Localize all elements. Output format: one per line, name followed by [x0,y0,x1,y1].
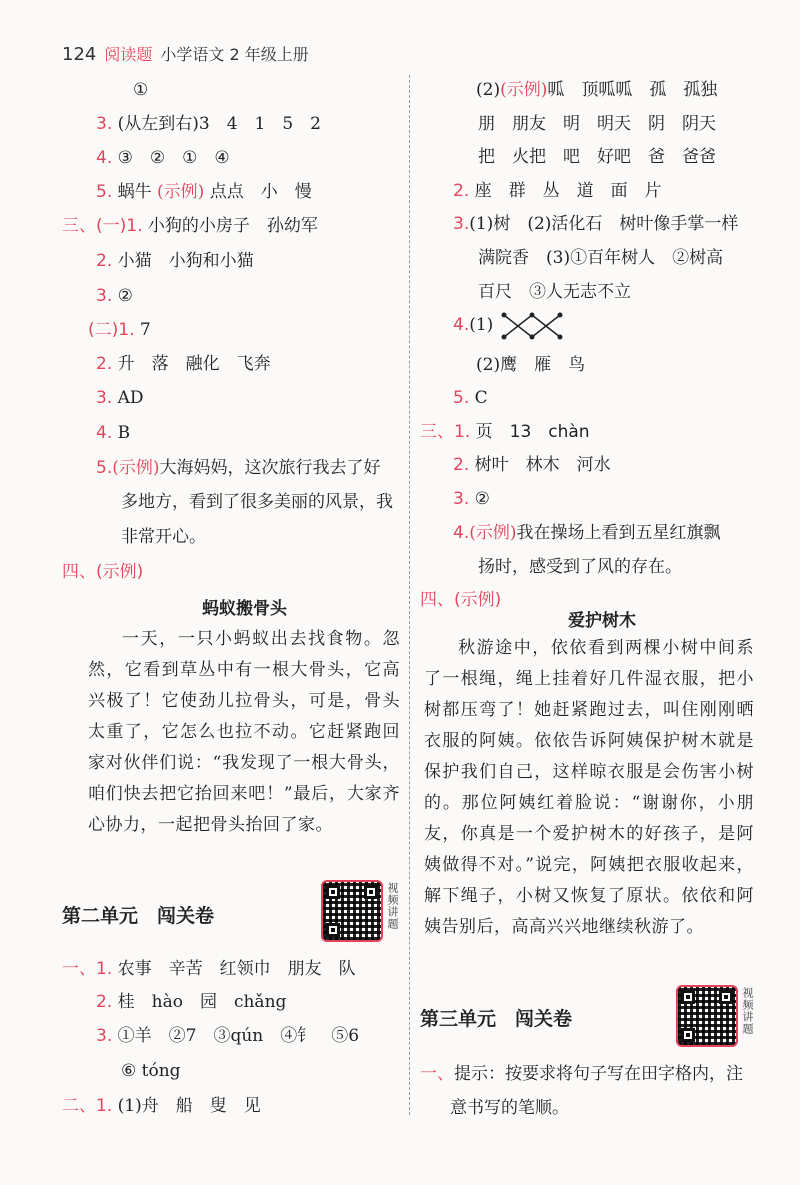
item-number: 4. [96,423,113,443]
answer-text: (1)舟 船 叟 见 [117,1096,261,1116]
answer-text: 农事 辛苦 红领巾 朋友 队 [117,959,356,979]
item-number: 3. [96,388,113,408]
matching-lines [500,310,564,342]
answer-text: 呱 顶呱呱 孤 孤独 [547,80,718,100]
answer-line [453,386,488,410]
answer-text: 小狗的小房子 孙幼军 [147,216,318,236]
example-tag: (示例) [469,523,517,543]
item-number: 3. [453,214,470,234]
answer-line: 多地方，看到了很多美丽的风景，我 [121,492,393,512]
answer-text: 7 [139,320,151,340]
story-title: 爱护树木 [568,611,636,631]
answer-text: (1)树 (2)活化石 树叶像手掌一样 [469,214,739,234]
answer-line [453,453,611,477]
story-paragraph: 一天，一只小蚂蚁出去找食物。忽然，它看到草丛中有一根大骨头，它高兴极了！它使劲儿拉骨头，可是，骨头太重了，它怎么也拉不动。它赶紧跑回家对伙伴们说：“我发现了一根大骨头，咱们快去把它抬回来吧！”最后，大家齐心协力，一起把骨头抬回了家。 [88,629,400,835]
answer-line [62,1094,261,1118]
answer-line: (2)鹰 雁 鸟 [476,355,586,375]
item-number: 三、(一)1. [62,216,143,236]
item-number: 一、1. [62,959,113,979]
answer-line [453,313,493,337]
answer-line [96,180,312,204]
answer-line: ⑥ tóng [121,1061,181,1081]
qr-label: 视频讲题 [741,987,754,1035]
answer-text: C [474,388,488,408]
answer-line: 扬时，感受到了风的存在。 [478,557,682,577]
item-number: 2. [96,354,113,374]
answer-line [96,249,254,273]
book-title: 小学语文 2 年级上册 [160,45,309,64]
answer-text: 大海妈妈，这次旅行我去了好 [159,458,381,478]
answer-line [96,386,144,410]
answer-text: 桂 hào 园 chǎng [117,992,287,1012]
unit-title: 第三单元 闯关卷 [420,1008,573,1030]
answer-line [96,456,381,480]
answer-line [420,420,590,444]
item-number: 3. [96,286,113,306]
answer-text: ③ ② ① ④ [117,148,230,168]
answer-text: (从左到右)3 4 1 5 2 [117,114,321,134]
answer-text: (1) [469,315,494,335]
answer-line [96,146,230,170]
answer-line [96,1024,359,1048]
answer-line [62,957,356,981]
match-dot [558,313,563,318]
answer-line: 朋 朋友 明 明天 阴 阴天 [478,114,716,134]
item-number: 一、 [420,1064,454,1084]
section-heading: 四、(示例) [62,562,144,582]
story-paragraph: 秋游途中，依依看到两棵小树中间系了一根绳，绳上挂着好几件湿衣服，把小树都压弯了！她赶紧跑过去，叫住刚刚晒衣服的阿姨。依依告诉阿姨保护树木就是保护我们自己，这样晾衣服是会伤害小树的。那位阿姨红着脸说：“谢谢你，小朋友，你真是一个爱护树木的好孩子，是阿姨做得不对。”说完，阿姨把衣服收起来，解下绳子，小树又恢复了原状。依依和阿姨告别后，高高兴兴地继续秋游了。 [424,638,754,937]
answer-text: ② [474,489,490,509]
answer-line: 意书写的笔顺。 [450,1098,569,1118]
answer-text: 升 落 融化 飞奔 [117,354,271,374]
answer-line [453,487,490,511]
answer-text: 我在操场上看到五星红旗飘 [516,523,721,543]
answer-line: 把 火把 吧 好吧 爸 爸爸 [478,147,716,167]
item-number: 4. [453,315,470,335]
item-number: 4. [453,523,470,543]
example-tag: (示例) [157,182,205,202]
example-tag: (示例) [500,80,548,100]
example-tag: (示例) [112,458,160,478]
item-number: 5. [96,182,113,202]
answer-line [476,78,717,102]
answer-text: B [117,423,131,443]
item-number: 5. [453,388,470,408]
answer-line [62,214,318,238]
item-number: 2. [96,251,113,271]
answer-line: 满院香 (3)①百年树人 ②树高 [478,248,724,268]
answer-line [420,1062,743,1086]
answer-text: ①羊 ②7 ③qún ④钅 ⑤6 [117,1026,360,1046]
match-dot [530,313,535,318]
item-number: 三、1. [420,422,471,442]
qr-label: 视频讲题 [386,882,399,930]
answer-line: 非常开心。 [121,527,206,547]
match-dot [502,313,507,318]
page-header [62,42,309,65]
answer-text: 蜗牛 [117,182,152,202]
item-number: 2. [453,181,470,201]
item-number: 2. [96,992,113,1012]
answer-line [96,421,130,445]
match-dot [558,335,563,340]
category-label: 阅读题 [104,45,153,64]
item-number: 4. [96,148,113,168]
answer-text: ② [117,286,133,306]
answer-line [88,318,151,342]
item-number: 2. [453,455,470,475]
answer-line: ① [133,80,149,100]
answer-text: 点点 小 慢 [209,182,312,202]
item-number: 3. [96,1026,113,1046]
item-number: 3. [96,114,113,134]
answer-line [453,521,721,545]
answer-line [96,284,133,308]
answer-text: 小猫 小狗和小猫 [117,251,254,271]
page-number: 124 [62,44,97,65]
answer-text: (2) [476,80,501,100]
qr-code-icon[interactable] [676,985,738,1047]
answer-line [96,112,321,136]
item-number: (二)1. [88,320,135,340]
answer-text: 页 13 chàn [475,422,590,442]
answer-line [96,352,271,376]
answer-line: 百尺 ③人无志不立 [478,282,631,302]
item-number: 5. [96,458,113,478]
item-number: 二、1. [62,1096,113,1116]
answer-text: AD [117,388,144,408]
section-heading: 四、(示例) [420,590,502,610]
answer-line [453,212,738,236]
story-title: 蚂蚁搬骨头 [202,599,287,619]
qr-code-icon[interactable] [321,880,383,942]
match-dot [502,335,507,340]
answer-line [96,990,286,1014]
match-dot [530,335,535,340]
answer-line [453,179,662,203]
answer-text: 座 群 丛 道 面 片 [474,181,662,201]
unit-title: 第二单元 闯关卷 [62,905,215,927]
answer-text: 树叶 林木 河水 [474,455,611,475]
column-divider [409,75,410,1115]
item-number: 3. [453,489,470,509]
answer-text: 提示：按要求将句子写在田字格内，注 [454,1064,743,1084]
